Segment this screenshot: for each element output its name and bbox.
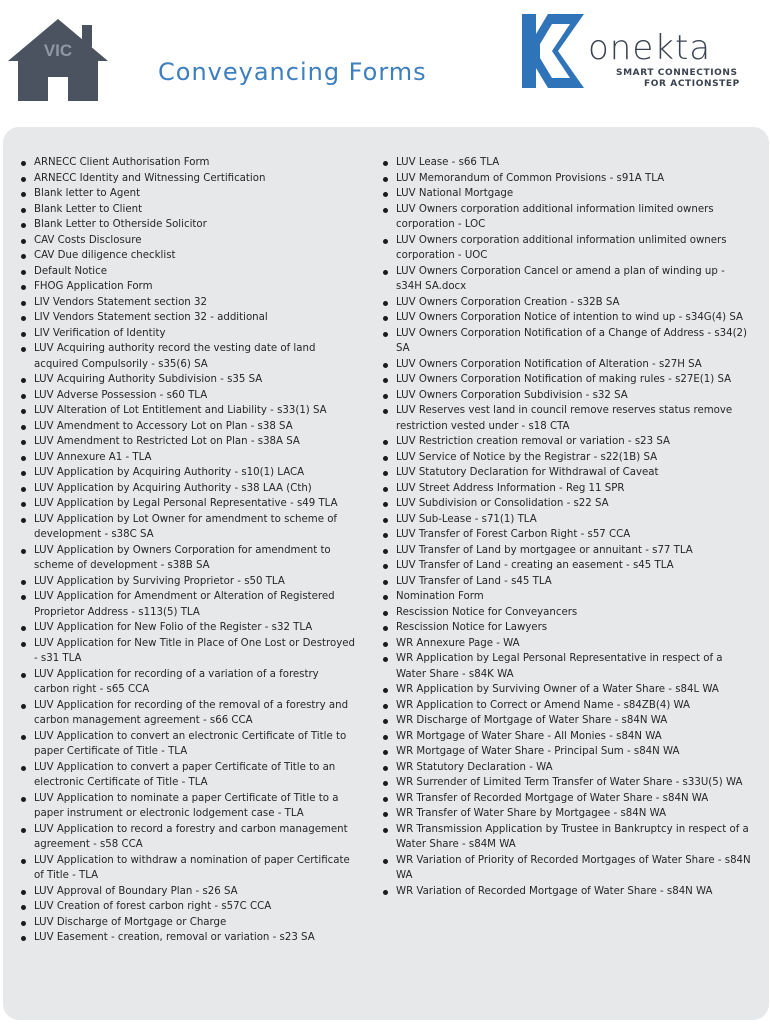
form-list-item: Blank letter to Agent: [20, 186, 356, 202]
form-list-item: LIV Verification of Identity: [20, 326, 356, 342]
form-list-item: Blank Letter to Otherside Solicitor: [20, 217, 356, 233]
forms-list-right: [382, 155, 752, 899]
form-list-item: WR Application by Legal Personal Representative in respect of a Water Share - s84K WA: [382, 651, 752, 682]
form-list-item: ARNECC Client Authorisation Form: [20, 155, 356, 171]
logo-tagline-1: SMART CONNECTIONS: [616, 68, 738, 78]
form-list-item: LUV Owners Corporation Notification of making rules - s27E(1) SA: [382, 372, 752, 388]
form-list-item: LUV Application for Amendment or Alteration of Registered Proprietor Address - s113(5) TLA: [20, 589, 356, 620]
form-list-item: LUV Acquiring Authority Subdivision - s35 SA: [20, 372, 356, 388]
form-list-item: WR Transfer of Water Share by Mortgagee - s84N WA: [382, 806, 752, 822]
form-list-item: LUV Application for New Folio of the Register - s32 TLA: [20, 620, 356, 636]
form-list-item: LUV Transfer of Forest Carbon Right - s57 CCA: [382, 527, 752, 543]
form-list-item: LUV Adverse Possession - s60 TLA: [20, 388, 356, 404]
form-list-item: LUV Acquiring authority record the vesting date of land acquired Compulsorily - s35(6) SA: [20, 341, 356, 372]
house-badge-text: VIC: [43, 41, 73, 60]
form-list-item: LUV Owners Corporation Notification of a Change of Address - s34(2) SA: [382, 326, 752, 357]
form-list-item: LUV Easement - creation, removal or variation - s23 SA: [20, 930, 356, 946]
form-list-item: LUV Subdivision or Consolidation - s22 SA: [382, 496, 752, 512]
forms-panel: [3, 127, 769, 1020]
form-list-item: LUV Amendment to Restricted Lot on Plan - s38A SA: [20, 434, 356, 450]
form-list-item: WR Mortgage of Water Share - Principal Sum - s84N WA: [382, 744, 752, 760]
form-list-item: WR Annexure Page - WA: [382, 636, 752, 652]
form-list-item: LUV Amendment to Accessory Lot on Plan - s38 SA: [20, 419, 356, 435]
form-list-item: LUV Discharge of Mortgage or Charge: [20, 915, 356, 931]
form-list-item: LUV Transfer of Land by mortgagee or annuitant - s77 TLA: [382, 543, 752, 559]
form-list-item: CAV Costs Disclosure: [20, 233, 356, 249]
logo-tagline-2: FOR ACTIONSTEP: [644, 79, 740, 89]
form-list-item: LUV Transfer of Land - s45 TLA: [382, 574, 752, 590]
form-list-item: Rescission Notice for Lawyers: [382, 620, 752, 636]
form-list-item: ARNECC Identity and Witnessing Certification: [20, 171, 356, 187]
form-list-item: LUV Restriction creation removal or variation - s23 SA: [382, 434, 752, 450]
form-list-item: Nomination Form: [382, 589, 752, 605]
form-list-item: LUV Application for New Title in Place of One Lost or Destroyed - s31 TLA: [20, 636, 356, 667]
form-list-item: LUV Application by Owners Corporation for amendment to scheme of development - s38B SA: [20, 543, 356, 574]
vic-house-icon: [6, 17, 110, 103]
form-list-item: LUV Application for recording of a variation of a forestry carbon right - s65 CCA: [20, 667, 356, 698]
form-list-item: WR Application by Surviving Owner of a Water Share - s84L WA: [382, 682, 752, 698]
form-list-item: CAV Due diligence checklist: [20, 248, 356, 264]
form-list-item: WR Application to Correct or Amend Name - s84ZB(4) WA: [382, 698, 752, 714]
form-list-item: LUV Sub-Lease - s71(1) TLA: [382, 512, 752, 528]
logo-wordmark: onekta: [588, 28, 712, 68]
form-list-item: Rescission Notice for Conveyancers: [382, 605, 752, 621]
form-list-item: LUV Memorandum of Common Provisions - s91A TLA: [382, 171, 752, 187]
form-list-item: LUV Application by Acquiring Authority - s38 LAA (Cth): [20, 481, 356, 497]
form-list-item: LUV Service of Notice by the Registrar - s22(1B) SA: [382, 450, 752, 466]
form-list-item: WR Statutory Declaration - WA: [382, 760, 752, 776]
form-list-item: LUV Approval of Boundary Plan - s26 SA: [20, 884, 356, 900]
form-list-item: LUV Owners Corporation Notice of intention to wind up - s34G(4) SA: [382, 310, 752, 326]
form-list-item: LUV Statutory Declaration for Withdrawal of Caveat: [382, 465, 752, 481]
form-list-item: LUV Application to convert an electronic Certificate of Title to paper Certificate of Title - TLA: [20, 729, 356, 760]
form-list-item: WR Transfer of Recorded Mortgage of Water Share - s84N WA: [382, 791, 752, 807]
form-list-item: LUV Application for recording of the removal of a forestry and carbon management agreement - s66 CCA: [20, 698, 356, 729]
form-list-item: FHOG Application Form: [20, 279, 356, 295]
form-list-item: LUV Application to nominate a paper Certificate of Title to a paper instrument or electronic lodgement case - TLA: [20, 791, 356, 822]
form-list-item: LUV Application by Lot Owner for amendment to scheme of development - s38C SA: [20, 512, 356, 543]
form-list-item: LUV Application by Legal Personal Representative - s49 TLA: [20, 496, 356, 512]
form-list-item: LUV Application to convert a paper Certificate of Title to an electronic Certificate of Title - TLA: [20, 760, 356, 791]
form-list-item: LUV Annexure A1 - TLA: [20, 450, 356, 466]
form-list-item: LUV Alteration of Lot Entitlement and Liability - s33(1) SA: [20, 403, 356, 419]
form-list-item: LUV Transfer of Land - creating an easement - s45 TLA: [382, 558, 752, 574]
form-list-item: WR Surrender of Limited Term Transfer of Water Share - s33U(5) WA: [382, 775, 752, 791]
form-list-item: LUV Owners corporation additional information unlimited owners corporation - UOC: [382, 233, 752, 264]
form-list-item: LUV Lease - s66 TLA: [382, 155, 752, 171]
form-list-item: Blank Letter to Client: [20, 202, 356, 218]
form-list-item: LUV Reserves vest land in council remove reserves status remove restriction vested under - s18 CTA: [382, 403, 752, 434]
form-list-item: LUV Owners Corporation Notification of Alteration - s27H SA: [382, 357, 752, 373]
page-title: Conveyancing Forms: [158, 58, 427, 86]
form-list-item: LUV Application to withdraw a nomination of paper Certificate of Title - TLA: [20, 853, 356, 884]
form-list-item: WR Discharge of Mortgage of Water Share - s84N WA: [382, 713, 752, 729]
form-list-item: LUV Application to record a forestry and carbon management agreement - s58 CCA: [20, 822, 356, 853]
form-list-item: WR Transmission Application by Trustee in Bankruptcy in respect of a Water Share - s84M WA: [382, 822, 752, 853]
form-list-item: LUV Application by Surviving Proprietor - s50 TLA: [20, 574, 356, 590]
form-list-item: LIV Vendors Statement section 32 - additional: [20, 310, 356, 326]
form-list-item: LUV Owners Corporation Cancel or amend a plan of winding up - s34H SA.docx: [382, 264, 752, 295]
form-list-item: LUV Owners Corporation Subdivision - s32 SA: [382, 388, 752, 404]
page-header: [0, 0, 770, 120]
forms-list-left: [20, 155, 356, 946]
form-list-item: LUV Owners corporation additional information limited owners corporation - LOC: [382, 202, 752, 233]
form-list-item: LUV Owners Corporation Creation - s32B SA: [382, 295, 752, 311]
form-list-item: LUV National Mortgage: [382, 186, 752, 202]
form-list-item: LIV Vendors Statement section 32: [20, 295, 356, 311]
form-list-item: WR Mortgage of Water Share - All Monies - s84N WA: [382, 729, 752, 745]
form-list-item: WR Variation of Priority of Recorded Mortgages of Water Share - s84N WA: [382, 853, 752, 884]
konekta-logo: [518, 12, 748, 92]
form-list-item: LUV Application by Acquiring Authority - s10(1) LACA: [20, 465, 356, 481]
form-list-item: LUV Street Address Information - Reg 11 SPR: [382, 481, 752, 497]
form-list-item: LUV Creation of forest carbon right - s57C CCA: [20, 899, 356, 915]
form-list-item: Default Notice: [20, 264, 356, 280]
form-list-item: WR Variation of Recorded Mortgage of Water Share - s84N WA: [382, 884, 752, 900]
konekta-k-icon: [518, 12, 588, 92]
